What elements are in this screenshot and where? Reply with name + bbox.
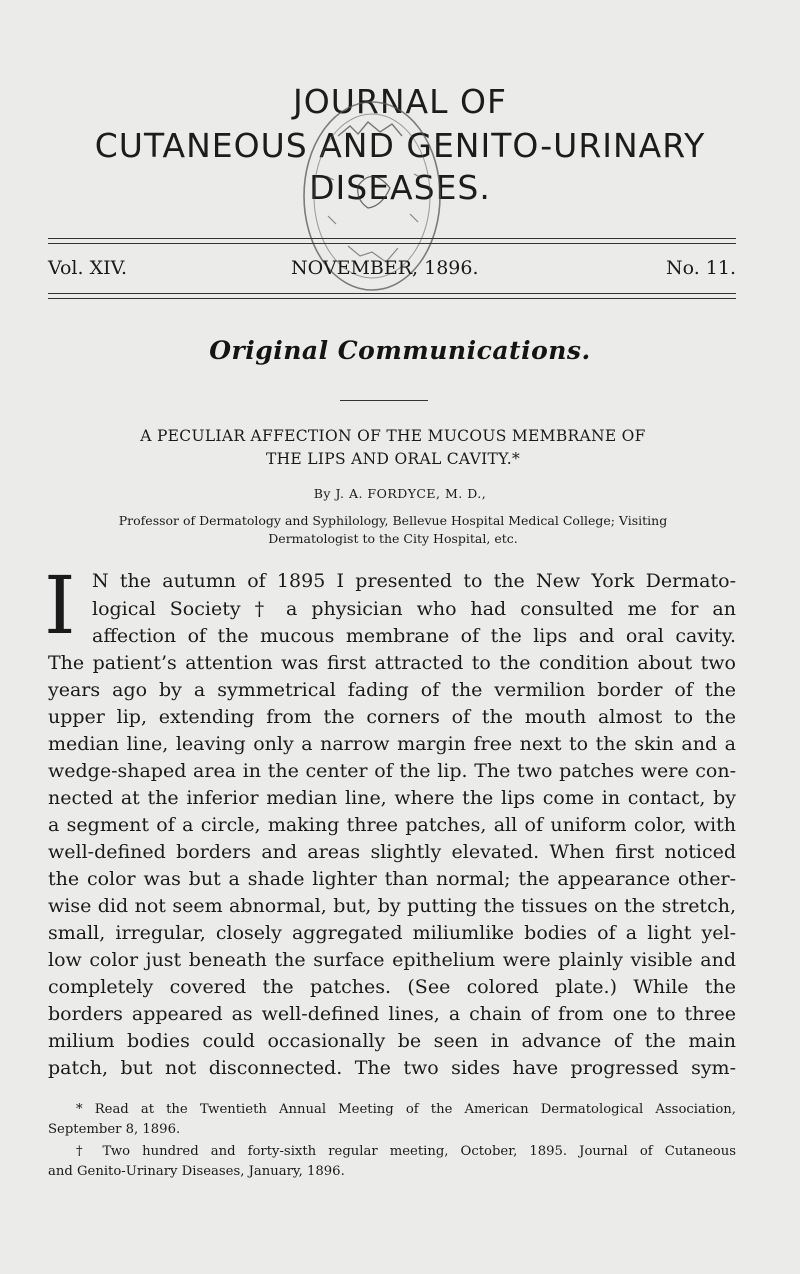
body-line: milium bodies could occasionally be seen in advance of the main <box>48 1030 736 1052</box>
body-line: logical Society † a physician who had consulted me for an <box>92 598 736 620</box>
body-line: nected at the inferior median line, where the lips come in contact, by <box>48 787 736 809</box>
drop-cap: I <box>44 559 76 652</box>
journal-title-line-2: CUTANEOUS AND GENITO-URINARY <box>94 126 706 165</box>
body-line: low color just beneath the surface epithelium were plainly visible and <box>48 949 736 971</box>
issue-volume: Vol. XIV. <box>48 257 128 279</box>
author-affiliation <box>48 512 738 548</box>
body-line: years ago by a symmetrical fading of the vermilion border of the <box>48 679 736 701</box>
article-title-line-1: A PECULIAR AFFECTION OF THE MUCOUS MEMBRANE OF <box>140 427 646 445</box>
issue-date: NOVEMBER, 1896. <box>291 257 479 279</box>
body-line: median line, leaving only a narrow margin free next to the skin and a <box>48 733 736 755</box>
section-divider <box>340 400 428 401</box>
body-line: patch, but not disconnected. The two sides have progressed sym- <box>48 1057 736 1079</box>
body-line: well-defined borders and areas slightly elevated. When first noticed <box>48 841 736 863</box>
article-title <box>48 425 738 471</box>
body-line: wise did not seem abnormal, but, by putting the tissues on the stretch, <box>48 895 736 917</box>
body-line: N the autumn of 1895 I presented to the New York Dermato- <box>92 570 736 592</box>
rule-top-2 <box>48 243 736 244</box>
body-line: affection of the mucous membrane of the lips and oral cavity. <box>92 625 736 647</box>
byline: By J. A. FORDYCE, M. D., <box>313 486 487 501</box>
article-title-line-2: THE LIPS AND ORAL CAVITY.* <box>265 450 521 468</box>
issue-number: No. 11. <box>665 257 736 279</box>
body-line: small, irregular, closely aggregated miliumlike bodies of a light yel- <box>48 922 736 944</box>
rule-top-1 <box>48 238 736 239</box>
footnote-2-line-1: † Two hundred and forty-sixth regular meeting, October, 1895. Journal of Cutaneous <box>76 1144 736 1159</box>
affiliation-line-1: Professor of Dermatology and Syphilology, Bellevue Hospital Medical College; Visiting <box>118 513 668 528</box>
body-line: completely covered the patches. (See colored plate.) While the <box>48 976 736 998</box>
body-line: wedge-shaped area in the center of the lip. The two patches were con- <box>48 760 736 782</box>
body-line: The patient’s attention was first attracted to the condition about two <box>48 652 736 674</box>
body-line: borders appeared as well-defined lines, a chain of from one to three <box>48 1003 736 1025</box>
journal-title-line-3: DISEASES. <box>309 168 491 207</box>
affiliation-line-2: Dermatologist to the City Hospital, etc. <box>268 531 518 546</box>
footnote-2-line-2: and Genito-Urinary Diseases, January, 1896. <box>48 1164 345 1179</box>
body-line: the color was but a shade lighter than normal; the appearance other- <box>48 868 736 890</box>
rule-bottom-2 <box>48 298 736 299</box>
footnote-1-line-1: * Read at the Twentieth Annual Meeting of the American Dermatological Association, <box>76 1102 736 1117</box>
body-line: upper lip, extending from the corners of the mouth almost to the <box>48 706 736 728</box>
footnote-1-line-2: September 8, 1896. <box>48 1122 181 1137</box>
issue-line <box>48 253 736 287</box>
body-line: a segment of a circle, making three patches, all of uniform color, with <box>48 814 736 836</box>
journal-title-line-1: JOURNAL OF <box>293 82 507 121</box>
section-heading: Original Communications. <box>209 336 591 365</box>
rule-bottom-1 <box>48 293 736 294</box>
